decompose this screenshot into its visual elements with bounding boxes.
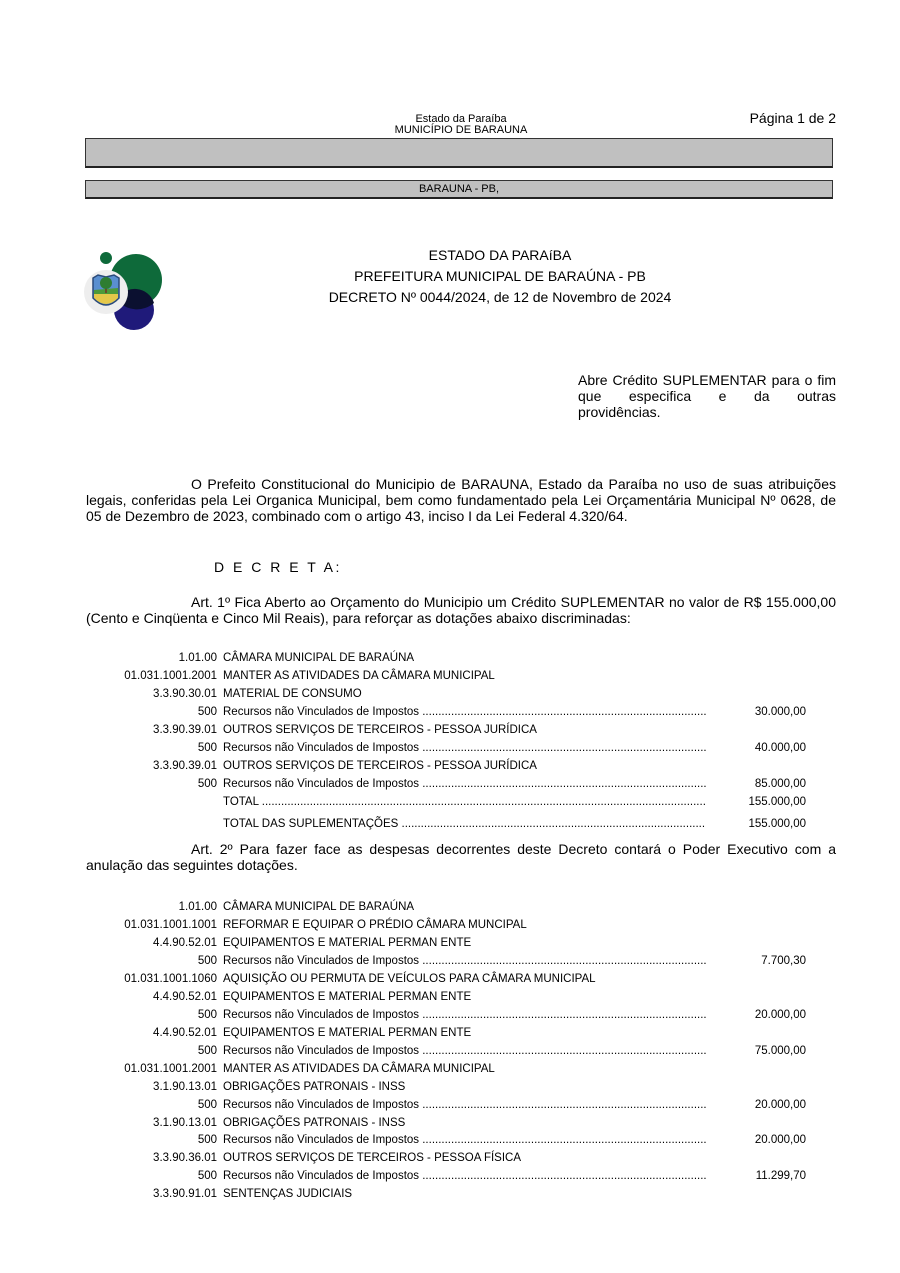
amount: 75.000,00 <box>754 1045 806 1057</box>
table-row: 3.3.90.36.01 OUTROS SERVIÇOS DE TERCEIROS - PESSOA FÍSICA <box>153 1152 522 1164</box>
table-row: 01.031.1001.1001 REFORMAR E EQUIPAR O PRÉDIO CÂMARA MUNCIPAL <box>124 919 527 931</box>
table-row: 3.3.90.39.01 OUTROS SERVIÇOS DE TERCEIROS - PESSOA JURÍDICA <box>153 724 537 736</box>
ementa <box>578 372 836 420</box>
decreta-heading: D E C R E T A: <box>214 559 342 575</box>
total-row: TOTAL ..... 155.000,00 <box>86 793 806 811</box>
table-row: 500 Recursos não Vinculados de Impostos ..... 85.000,00 <box>86 775 806 793</box>
table-row: 3.1.90.13.01 OBRIGAÇÕES PATRONAIS - INSS <box>153 1117 406 1129</box>
amount: 7.700,30 <box>761 955 806 967</box>
total-amount: 155.000,00 <box>748 796 806 808</box>
table-row: 500 Recursos não Vinculados de Impostos ..... 30.000,00 <box>86 703 806 721</box>
amount: 20.000,00 <box>754 1134 806 1146</box>
amount: 30.000,00 <box>754 706 806 718</box>
table-row: 3.3.90.30.01 MATERIAL DE CONSUMO <box>153 688 362 700</box>
amount: 85.000,00 <box>754 778 806 790</box>
header-municipality: MUNICÍPIO DE BARAUNA <box>394 124 528 136</box>
preamble-paragraph: O Prefeito Constitucional do Municipio de BARAUNA, Estado da Paraíba no uso de suas atribuições legais, conferidas pela Lei Organica Municipal, bem como fundamentado pela Lei Orçamentária Municipal Nº 0628, de 05 de Dezembro de 2023, combinado com o artigo 43, inciso I da Lei Federal 4.320/64. <box>86 476 836 524</box>
location-bar: BARAUNA - PB, <box>85 180 833 199</box>
table-row: 4.4.90.52.01 EQUIPAMENTOS E MATERIAL PERMAN ENTE <box>153 937 472 949</box>
amount: 11.299,70 <box>755 1170 806 1182</box>
table-row: 01.031.1001.2001 MANTER AS ATIVIDADES DA CÂMARA MUNICIPAL <box>124 1063 495 1075</box>
table-row: 01.031.1001.2001 MANTER AS ATIVIDADES DA CÂMARA MUNICIPAL <box>124 670 495 682</box>
table-row: 500 Recursos não Vinculados de Impostos ..... 75.000,00 <box>86 1042 806 1060</box>
header-state: Estado da Paraíba <box>415 113 507 125</box>
title-decree-number: DECRETO Nº 0044/2024, de 12 de Novembro de 2024 <box>328 289 672 305</box>
table-row: 500 Recursos não Vinculados de Impostos ..... 20.000,00 <box>86 1006 806 1024</box>
table-row: 500 Recursos não Vinculados de Impostos ..... 20.000,00 <box>86 1096 806 1114</box>
table-row: 3.3.90.91.01 SENTENÇAS JUDICIAIS <box>153 1188 353 1200</box>
amount: 20.000,00 <box>754 1099 806 1111</box>
amount: 20.000,00 <box>754 1009 806 1021</box>
grand-total-amount: 155.000,00 <box>748 818 806 830</box>
table-row: 01.031.1001.1060 AQUISIÇÃO OU PERMUTA DE VEÍCULOS PARA CÂMARA MUNICIPAL <box>124 973 596 985</box>
article-2: Art. 2º Para fazer face as despesas decorrentes deste Decreto contará o Poder Executivo com a anulação das seguintes dotações. <box>86 841 836 873</box>
table-row: 500 Recursos não Vinculados de Impostos ..... 20.000,00 <box>86 1131 806 1149</box>
grand-total-row: TOTAL DAS SUPLEMENTAÇÕES ..... 155.000,00 <box>86 815 806 833</box>
article-1: Art. 1º Fica Aberto ao Orçamento do Municipio um Crédito SUPLEMENTAR no valor de R$ 155.000,00 (Cento e Cinqüenta e Cinco Mil Reais), para reforçar as dotações abaixo discriminadas: <box>86 594 836 626</box>
ementa-text: Abre Crédito SUPLEMENTAR para o fim que especifica e da outras <box>578 372 836 404</box>
table-row: 4.4.90.52.01 EQUIPAMENTOS E MATERIAL PERMAN ENTE <box>153 1027 472 1039</box>
table-row: 500 Recursos não Vinculados de Impostos ..... 7.700,30 <box>86 952 806 970</box>
header-gray-bar <box>85 138 833 168</box>
table-row: 4.4.90.52.01 EQUIPAMENTOS E MATERIAL PERMAN ENTE <box>153 991 472 1003</box>
table-row: 500 Recursos não Vinculados de Impostos ..... 11.299,70 <box>86 1167 806 1185</box>
municipal-logo-icon <box>84 248 166 334</box>
amount: 40.000,00 <box>754 742 806 754</box>
table-row: 1.01.00 CÂMARA MUNICIPAL DE BARAÚNA <box>178 901 415 913</box>
ementa-text-end: providências. <box>578 404 661 420</box>
table-row: 1.01.00 CÂMARA MUNICIPAL DE BARAÚNA <box>178 652 415 664</box>
title-prefecture: PREFEITURA MUNICIPAL DE BARAÚNA - PB <box>354 268 646 284</box>
table-row: 3.1.90.13.01 OBRIGAÇÕES PATRONAIS - INSS <box>153 1081 406 1093</box>
table-row: 500 Recursos não Vinculados de Impostos ..... 40.000,00 <box>86 739 806 757</box>
title-state: ESTADO DA PARAíBA <box>428 247 572 263</box>
decree-title-block <box>300 245 700 308</box>
page-indicator: Página 1 de 2 <box>749 110 836 126</box>
table-row: 3.3.90.39.01 OUTROS SERVIÇOS DE TERCEIROS - PESSOA JURÍDICA <box>153 760 537 772</box>
